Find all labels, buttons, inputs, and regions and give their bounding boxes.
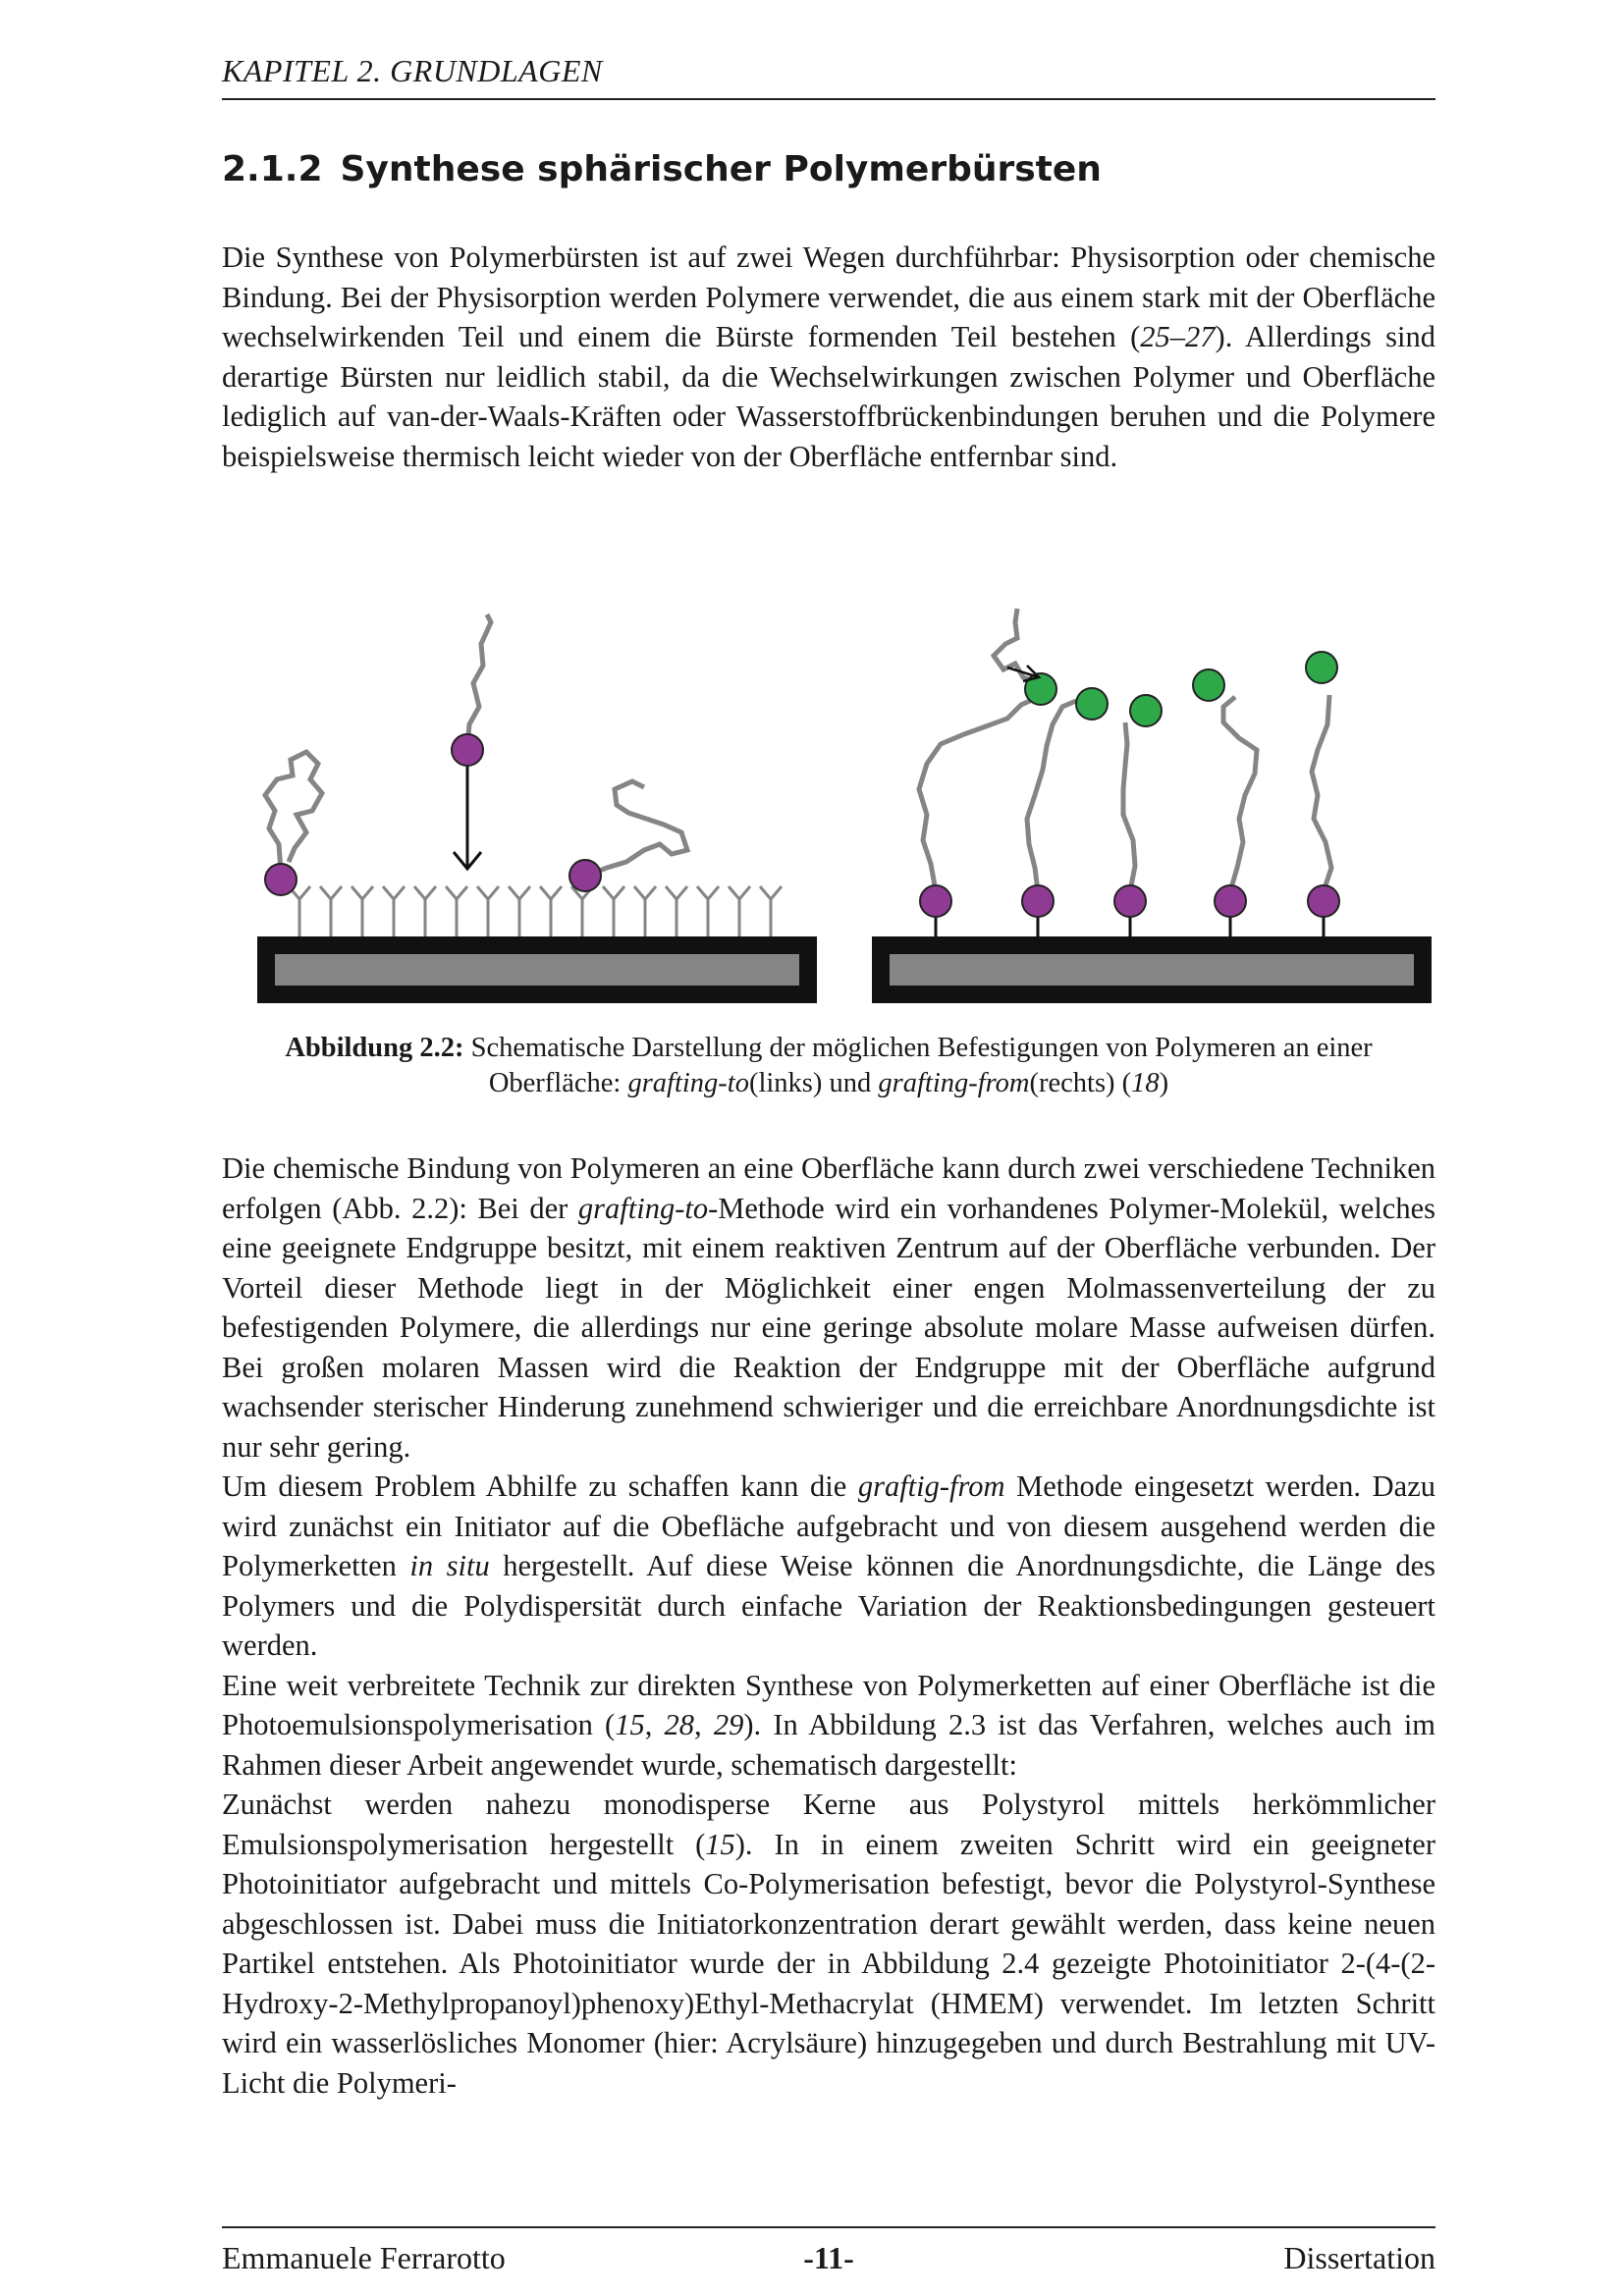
text-run: Die chemische Bindung von Polymeren an eine Oberfläche kann durch zwei verschiedene Techniken erfolgen (Abb. 2.2): Bei der xyxy=(222,1151,1435,1225)
citation: 29 xyxy=(713,1708,744,1741)
text-run: Methode eingesetzt werden. Dazu wird zunächst ein Initiator auf die Obefläche aufgebracht und von diesem ausgehend werden die Polymerketten xyxy=(222,1469,1436,1582)
term: in situ xyxy=(409,1549,490,1582)
figure-grafting-schematic xyxy=(222,587,1435,1029)
running-head-text: KAPITEL 2. GRUNDLAGEN xyxy=(222,53,603,88)
caption-label: Abbildung 2.2: xyxy=(285,1033,464,1063)
reactive-sites xyxy=(289,886,782,936)
text-run: ). Allerdings sind derartige Bürsten nur leidlich stabil, da die Wechselwirkungen zwischen Polymer und Oberfläche lediglich auf van-der-Waals-Kräften oder Wasserstoffbrückenbindungen beruhen und die Polymere beispielsweise thermisch leicht wieder von der Oberfläche entfernbar sind. xyxy=(222,320,1435,473)
citation: 25–27 xyxy=(1140,320,1216,353)
page-footer xyxy=(222,2226,1435,2283)
substrate-core xyxy=(275,954,799,986)
text-run: Um diesem Problem Abhilfe zu schaffen kann die xyxy=(222,1469,858,1503)
chain-end-ball xyxy=(1193,669,1224,701)
text-run: , xyxy=(694,1708,714,1741)
citation: 15 xyxy=(615,1708,645,1741)
text-run: Eine weit verbreitete Technik zur direkten Synthese von Polymerketten auf einer Oberfläche ist die Photoemulsionspolymerisation ( xyxy=(222,1668,1435,1741)
initiator-ball xyxy=(569,860,601,891)
citation: 28 xyxy=(664,1708,695,1741)
text-run: (rechts) ( xyxy=(1029,1068,1132,1098)
initiator-ball xyxy=(920,885,951,917)
substrate-left xyxy=(257,936,817,1003)
text-run: Zunächst werden nahezu monodisperse Kerne aus Polystyrol mittels herkömmlicher Emulsionspolymerisation hergestellt ( xyxy=(222,1788,1435,1861)
para-grafting-from xyxy=(222,1467,1435,1666)
text-run: , xyxy=(644,1708,665,1741)
term: grafting-to xyxy=(627,1068,749,1098)
citation: 15 xyxy=(705,1827,735,1861)
initiator-ball xyxy=(1215,885,1246,917)
section-heading xyxy=(222,149,1102,189)
section-number: 2.1.2 xyxy=(222,149,323,189)
term: grafting-to xyxy=(577,1191,709,1225)
text-run: -Methode wird ein vorhandenes Polymer-Molekül, welches eine geeignete Endgruppe besitzt, mit einem reaktiven Zentrum auf der Oberfläche verbunden. Der Vorteil dieser Methode liegt in der Möglichkeit einer engen Molmassenverteilung der zu befestigenden Polymere, die allerdings nur eine geringe absolute molare Masse aufweisen dürfen. Bei großen molaren Massen wird die Reaktion der Endgruppe mit der Oberfläche aufgrund wachsender sterischer Hinderung zunehmend schwieriger und die erreichbare Anordnungsdichte ist nur sehr gering. xyxy=(222,1191,1435,1464)
para-grafting-to xyxy=(222,1148,1435,1467)
substrate-right xyxy=(872,936,1432,1003)
chain-ends xyxy=(1025,652,1337,726)
paragraph-chemical-binding xyxy=(222,1148,1435,2103)
text-run: ). In Abbildung 2.3 ist das Verfahren, welches auch im Rahmen dieser Arbeit angewendet wurde, schematisch dargestellt: xyxy=(222,1708,1436,1782)
approach-arrow xyxy=(454,764,481,869)
footer-document-type: Dissertation xyxy=(1283,2240,1435,2275)
citation: 18 xyxy=(1131,1068,1160,1098)
chain-end-ball xyxy=(1130,695,1162,726)
initiator-ball xyxy=(1022,885,1054,917)
section-title: Synthese sphärischer Polymerbürsten xyxy=(340,149,1102,189)
substrate-core xyxy=(890,954,1414,986)
text-run: ) xyxy=(1159,1068,1169,1098)
term: grafting-from xyxy=(878,1068,1030,1098)
text-run: Schematische Darstellung der möglichen Befestigungen von Polymeren an einer Oberfläche: xyxy=(463,1033,1373,1098)
figure-caption xyxy=(222,1031,1435,1101)
initiator-ball xyxy=(265,864,297,895)
para-photoemulsion xyxy=(222,1666,1435,1786)
footer-author: Emmanuele Ferrarotto xyxy=(222,2240,506,2275)
chain-end-ball xyxy=(1076,688,1108,720)
initiator-ball xyxy=(1308,885,1339,917)
running-header xyxy=(222,51,1435,100)
initiator-sites xyxy=(920,885,1339,917)
paragraph-physisorption xyxy=(222,238,1435,476)
chain-end-ball xyxy=(1306,652,1337,683)
grafting-from-chains xyxy=(919,609,1331,891)
para-procedure xyxy=(222,1785,1435,2103)
initiator-ball xyxy=(452,734,483,766)
text-run: ). In in einem zweiten Schritt wird ein geeigneter Photoinitiator aufgebracht und mittels Co-Polymerisation befestigt, bevor die Polystyrol-Synthese abgeschlossen ist. Dabei muss die Initiatorkonzentration derart gewählt werden, dass keine neuen Partikel entstehen. Als Photoinitiator wurde der in Abbildung 2.4 gezeigte Photoinitiator 2-(4-(2-Hydroxy-2-Methylpropanoyl)phenoxy)Ethyl-Methacrylat (HMEM) verwendet. Im letzten Schritt wird ein wasserlösliches Monomer (hier: Acrylsäure) hinzugegeben und durch Bestrahlung mit UV-Licht die Polymeri- xyxy=(222,1827,1435,2100)
term: graftig-from xyxy=(857,1469,1005,1503)
text-run: (links) und xyxy=(748,1068,879,1098)
text-run: Die Synthese von Polymerbürsten ist auf zwei Wegen durchführbar: Physisorption oder chemische Bindung. Bei der Physisorption werden Polymere verwendet, die aus einem stark mit der Oberfläche wechselwirkenden Teil und einem die Bürste formenden Teil bestehen ( xyxy=(222,240,1435,353)
initiator-ball xyxy=(1114,885,1146,917)
text-run: hergestellt. Auf diese Weise können die Anordnungsdichte, die Länge des Polymers und die Polydispersität durch einfache Variation der Reaktionsbedingungen gesteuert werden. xyxy=(222,1549,1435,1662)
page-number: -11- xyxy=(803,2240,854,2275)
chain-end-ball xyxy=(1025,673,1056,705)
